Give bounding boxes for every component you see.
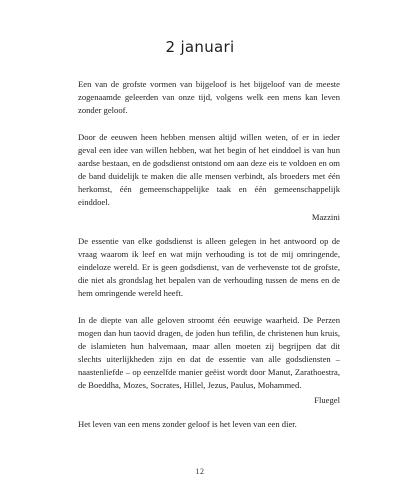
paragraph-4: In de diepte van alle geloven stroomt één eeuwige waarheid. De Perzen mogen dan hun taovid dragen, de joden hun tefilin, de christenen hun kruis, de islamieten hun halvemaan, maar allen moeten zij begrijpen dat dit slechts uiterlijkheden zijn en dat de essentie van alle godsdiensten – naastenliefde – op eenzelfde manier geëist wordt door Manut, Zarathoestra, de Boeddha, Mozes, Socrates, Hillel, Jezus, Paulus, Mohammed.: [78, 315, 340, 390]
paragraph-2: Door de eeuwen heen hebben mensen altijd willen weten, of er in ieder geval een idee van willen hebben, wat het begin of het einddoel is van hun aardse bestaan, en de godsdienst ontstond om aan deze eis te voldoen en om de band duidelijk te maken die alle mensen verbindt, als broeders met één herkomst, één gemeenschappelijke taak en één gemeenschappelijk einddoel.: [78, 132, 340, 207]
attribution-fluegel: Fluegel: [314, 395, 340, 405]
page-title: 2 januari: [165, 38, 235, 56]
page-number: 12: [195, 467, 205, 476]
page-body: [78, 78, 340, 431]
paragraph-5: Het leven van een mens zonder geloof is het leven van een dier.: [78, 419, 297, 429]
paragraph-1: Een van de grofste vormen van bijgeloof is het bijgeloof van de meeste zogenaamde geleerden van onze tijd, volgens welk een mens kan leven zonder geloof.: [78, 79, 340, 115]
paragraph-3: De essentie van elke godsdienst is alleen gelegen in het antwoord op de vraag waarom ik leef en wat mijn verhouding is tot de mij omringende, eindeloze wereld. Er is geen godsdienst, van de verhevenste tot de grofste, die niet als grondslag het bepalen van de verhouding tussen de mens en de hem omringende wereld heeft.: [78, 236, 340, 298]
attribution-mazzini: Mazzini: [311, 212, 340, 222]
